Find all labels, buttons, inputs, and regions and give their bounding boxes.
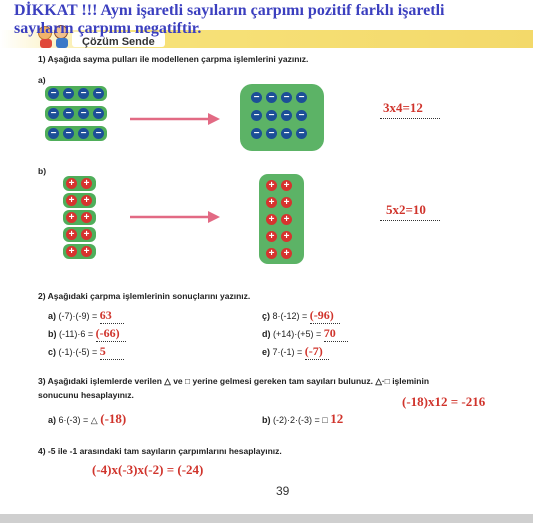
page-number: 39	[276, 484, 290, 498]
positive-chip: +	[281, 180, 292, 191]
header-tab-label: Çözüm Sende	[82, 36, 155, 48]
q2-item-letter: e)	[262, 347, 271, 357]
positive-chip: +	[266, 214, 277, 225]
negative-chip: −	[48, 108, 59, 119]
positive-chip: +	[266, 197, 277, 208]
positive-chip: +	[66, 246, 77, 257]
q1-a-label: a)	[38, 75, 46, 85]
q3-item-b	[262, 411, 343, 427]
positive-chip: +	[281, 197, 292, 208]
positive-chip: +	[281, 231, 292, 242]
q2-item-answer: 63	[100, 308, 124, 324]
footer-bar	[0, 514, 533, 523]
note-line-2: sayıların çarpımı negatiftir.	[14, 20, 202, 37]
q2-item-expr: (-7)·(-9) =	[58, 311, 100, 321]
q2-item-d	[262, 326, 348, 342]
q1-b-label: b)	[38, 166, 47, 176]
q2-item-e	[262, 344, 329, 360]
model-b-left	[63, 176, 103, 262]
q2-item-cc	[262, 308, 340, 324]
q2-item-letter: a)	[48, 311, 57, 321]
negative-chip: −	[281, 110, 292, 121]
q2-item-expr: 7·(-1) =	[272, 347, 305, 357]
q4-prompt: 4) -5 ile -1 arasındaki tam sayıların çarpımlarını hesaplayınız.	[38, 446, 282, 456]
q2-item-b	[48, 326, 126, 342]
negative-chip: −	[93, 88, 104, 99]
positive-chip: +	[281, 214, 292, 225]
q3-prompt-line-1: 3) Aşağıdaki işlemlerde verilen △ ve □ yerine gelmesi gereken tam sayıları bulunuz. △·□ işleminin	[38, 376, 430, 386]
positive-chip: +	[266, 248, 277, 259]
negative-chip: −	[78, 108, 89, 119]
negative-chip: −	[93, 128, 104, 139]
positive-chip: +	[66, 212, 77, 223]
q2-item-expr: (+14)·(+5) =	[273, 329, 324, 339]
q3-item-a	[48, 411, 126, 427]
q3-prompt-line-2: sonucunu hesaplayınız.	[38, 390, 134, 400]
negative-chip: −	[296, 92, 307, 103]
q2-item-answer: (-7)	[305, 344, 329, 360]
positive-chip: +	[266, 180, 277, 191]
arrow-b	[130, 210, 220, 224]
q2-item-c	[48, 344, 124, 360]
positive-chip: +	[81, 212, 92, 223]
positive-chip: +	[81, 246, 92, 257]
negative-chip: −	[251, 128, 262, 139]
q3-item-answer: 12	[330, 411, 344, 426]
negative-chip: −	[251, 92, 262, 103]
negative-chip: −	[251, 110, 262, 121]
positive-chip: +	[66, 229, 77, 240]
q2-item-letter: ç)	[262, 311, 271, 321]
negative-chip: −	[78, 128, 89, 139]
negative-chip: −	[48, 88, 59, 99]
negative-chip: −	[266, 128, 277, 139]
q2-item-answer: (-66)	[96, 326, 126, 342]
q3-item-letter: b)	[262, 415, 271, 425]
positive-chip: +	[81, 195, 92, 206]
q1-prompt: 1) Aşağıda sayma pulları ile modellenen çarpma işlemlerini yazınız.	[38, 54, 309, 64]
q2-item-letter: d)	[262, 329, 271, 339]
positive-chip: +	[266, 231, 277, 242]
negative-chip: −	[93, 108, 104, 119]
q2-item-letter: c)	[48, 347, 57, 357]
positive-chip: +	[81, 178, 92, 189]
q3-product: (-18)x12 = -216	[402, 394, 486, 409]
q3-item-expr: 6·(-3) = △	[58, 415, 98, 425]
positive-chip: +	[66, 178, 77, 189]
negative-chip: −	[63, 128, 74, 139]
q1-a-answer: 3x4=12	[383, 100, 423, 115]
negative-chip: −	[281, 92, 292, 103]
negative-chip: −	[296, 128, 307, 139]
q3-item-letter: a)	[48, 415, 57, 425]
model-a-right	[248, 90, 318, 146]
q4-answer: (-4)x(-3)x(-2) = (-24)	[92, 462, 204, 477]
negative-chip: −	[63, 108, 74, 119]
q2-item-answer: 70	[324, 326, 348, 342]
arrow-a	[130, 112, 220, 126]
negative-chip: −	[296, 110, 307, 121]
positive-chip: +	[81, 229, 92, 240]
q1-b-answer-line	[380, 220, 440, 221]
negative-chip: −	[281, 128, 292, 139]
model-b-right	[263, 178, 303, 264]
q3-item-expr: (-2)·2·(-3) = □	[273, 415, 328, 425]
q2-item-expr: 8·(-12) =	[272, 311, 310, 321]
negative-chip: −	[78, 88, 89, 99]
q2-item-letter: b)	[48, 329, 57, 339]
negative-chip: −	[48, 128, 59, 139]
model-a-left	[45, 86, 107, 148]
q1-b-answer: 5x2=10	[386, 202, 426, 217]
note-line-1: DİKKAT !!! Aynı işaretli sayıların çarpımı pozitif farklı işaretli	[14, 2, 445, 19]
q2-item-expr: (-11)·6 =	[59, 329, 96, 339]
positive-chip: +	[281, 248, 292, 259]
negative-chip: −	[266, 92, 277, 103]
q2-prompt: 2) Aşağıdaki çarpma işlemlerinin sonuçlarını yazınız.	[38, 291, 251, 301]
q2-item-answer: 5	[100, 344, 124, 360]
negative-chip: −	[63, 88, 74, 99]
q2-item-expr: (-1)·(-5) =	[58, 347, 100, 357]
positive-chip: +	[66, 195, 77, 206]
q2-item-a	[48, 308, 124, 324]
q2-item-answer: (-96)	[310, 308, 340, 324]
q3-item-answer: (-18)	[100, 411, 127, 426]
negative-chip: −	[266, 110, 277, 121]
q1-a-answer-line	[380, 118, 440, 119]
